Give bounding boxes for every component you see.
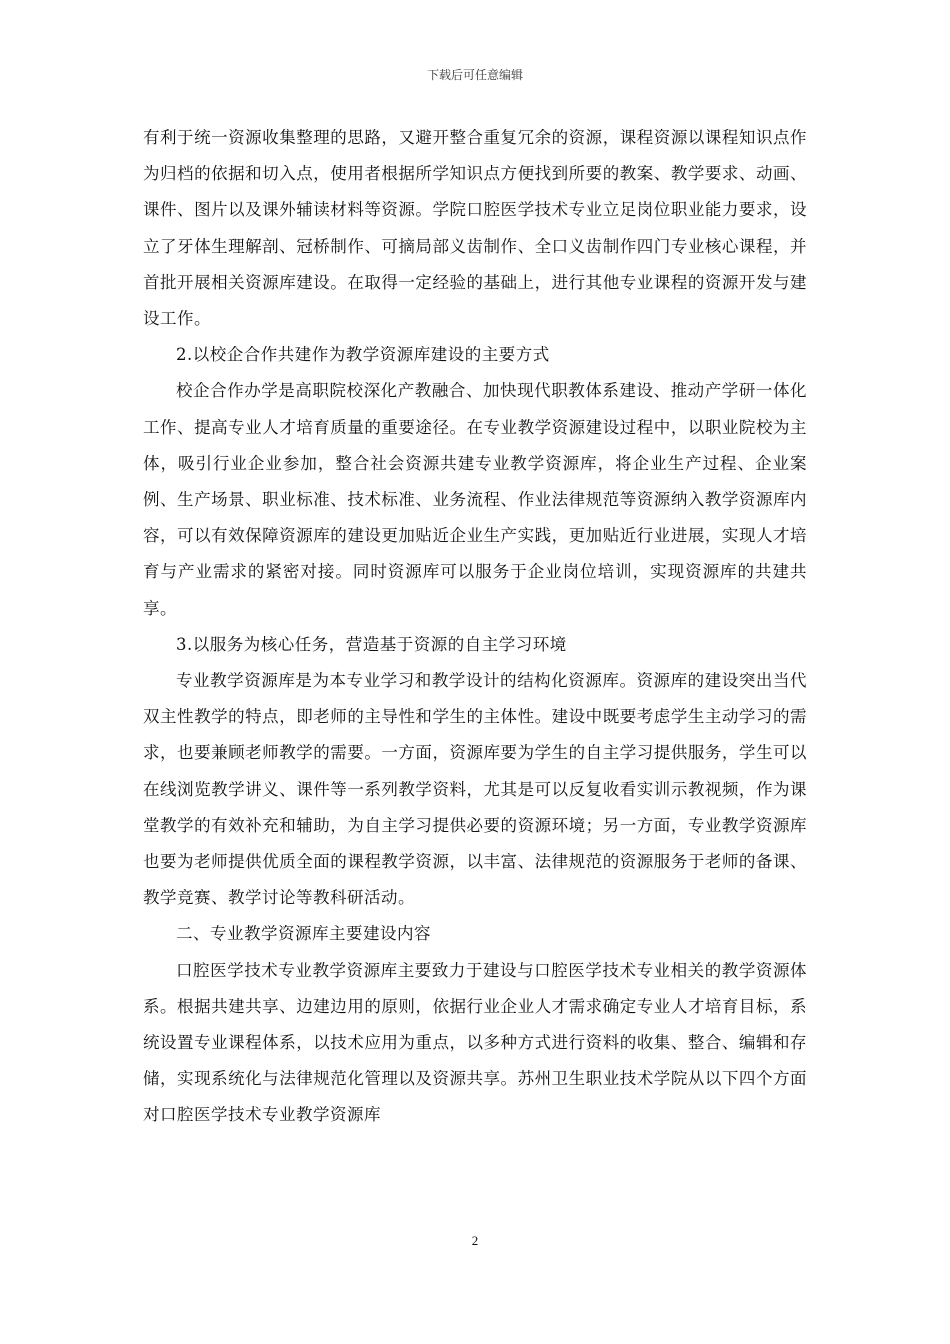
paragraph: 口腔医学技术专业教学资源库主要致力于建设与口腔医学技术专业相关的教学资源体系。根据共建共享、边建边用的原则，依据行业企业人才需求确定专业人才培育目标，系统设置专业课程体系，以技术应用为重点，以多种方式进行资料的收集、整合、编辑和存储，实现系统化与法律规范化管理以及资源共享。苏州卫生职业技术学院从以下四个方面对口腔医学技术专业教学资源库	[143, 960, 807, 1125]
section-heading-3: 3.以服务为核心任务，营造基于资源的自主学习环境	[176, 634, 567, 654]
paragraph: 校企合作办学是高职院校深化产教融合、加快现代职教体系建设、推动产学研一体化工作、提高专业人才培育质量的重要途径。在专业教学资源建设过程中，以职业院校为主体，吸引行业企业参加，整合社会资源共建专业教学资源库，将企业生产过程、企业案例、生产场景、职业标准、技术标准、业务流程、作业法律规范等资源纳入教学资源库内容，可以有效保障资源库的建设更加贴近企业生产实践，更加贴近行业进展，实现人才培育与产业需求的紧密对接。同时资源库可以服务于企业岗位培训，实现资源库的共建共享。	[143, 381, 807, 618]
paragraph: 专业教学资源库是为本专业学习和教学设计的结构化资源库。资源库的建设突出当代双主性教学的特点，即老师的主导性和学生的主体性。建设中既要考虑学生主动学习的需求，也要兼顾老师教学的需要。一方面，资源库要为学生的自主学习提供服务，学生可以在线浏览教学讲义、课件等一系列教学资料，尤其是可以反复收看实训示教视频，作为课堂教学的有效补充和辅助，为自主学习提供必要的资源环境；另一方面，专业教学资源库也要为老师提供优质全面的课程教学资源，以丰富、法律规范的资源服务于老师的备课、教学竞赛、教学讨论等教科研活动。	[143, 671, 807, 908]
document-body	[143, 120, 807, 1134]
paragraph-continued: 有利于统一资源收集整理的思路，又避开整合重复冗余的资源，课程资源以课程知识点作为归档的依据和切入点，使用者根据所学知识点方便找到所要的教案、教学要求、动画、课件、图片以及课外辅读材料等资源。学院口腔医学技术专业立足岗位职业能力要求，设立了牙体生理解剖、冠桥制作、可摘局部义齿制作、全口义齿制作四门专业核心课程，并首批开展相关资源库建设。在取得一定经验的基础上，进行其他专业课程的资源开发与建设工作。	[143, 128, 807, 329]
section-heading-2: 2.以校企合作共建作为教学资源库建设的主要方式	[176, 345, 550, 365]
chapter-heading: 二、专业教学资源库主要建设内容	[176, 924, 431, 944]
page-number: 2	[471, 1233, 479, 1248]
page-header: 下载后可任意编辑	[426, 68, 523, 82]
